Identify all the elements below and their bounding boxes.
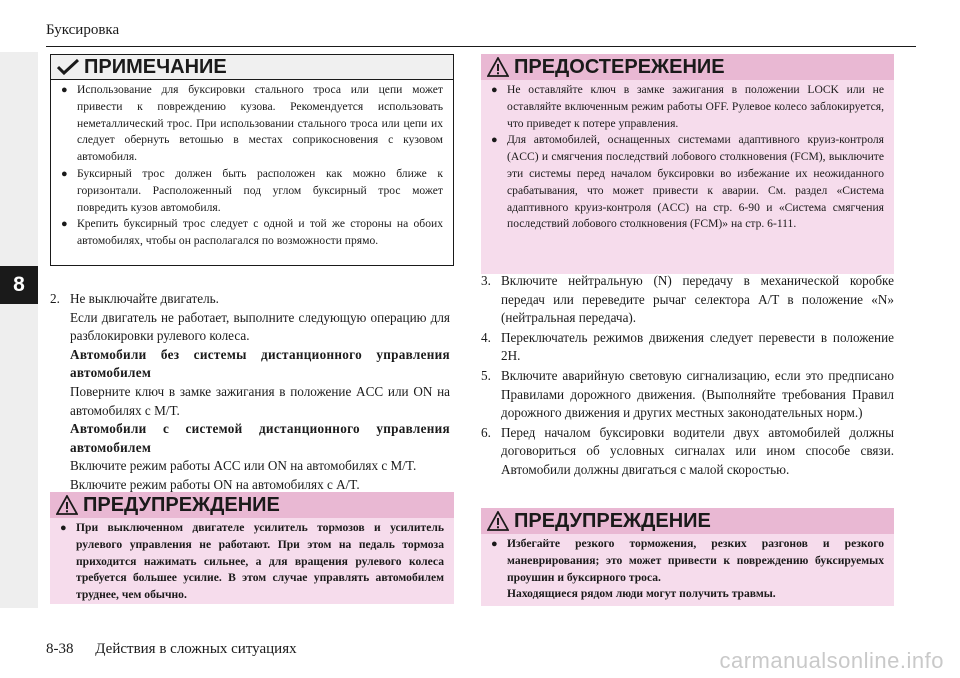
caution-item: ● Не оставляйте ключ в замке зажигания в положении LOCK или не оставляйте включенным режим работы OFF. Рулевое колесо заблокируется, что приведет к потере управления.	[491, 82, 884, 132]
section-title: Действия в сложных ситуациях	[95, 641, 297, 657]
step-title: Не выключайте двигатель.	[70, 291, 219, 306]
step-number: 6.	[481, 424, 491, 440]
note-heading: ПРИМЕЧАНИЕ	[84, 55, 227, 78]
watermark[interactable]: carmanualsonline.info	[719, 648, 944, 673]
warning-heading: ПРЕДУПРЕЖДЕНИЕ	[83, 493, 280, 516]
step-text: Включите нейтральную (N) передачу в механической коробке передач или переведите рычаг селектора A/T в положение «N» (нейтральная передача).	[501, 273, 894, 326]
note-item: ● Буксирный трос должен быть расположен как можно ближе к горизонтали. Расположенный под углом буксирный трос может повредить кузов автомобиля.	[61, 166, 443, 216]
step-text: Включите режим работы ON на автомобилях с A/T.	[70, 476, 360, 492]
step-number: 5.	[481, 367, 491, 383]
step-number: 3.	[481, 273, 491, 288]
caution-heading: ПРЕДОСТЕРЕЖЕНИЕ	[514, 55, 725, 78]
page-header-title: Буксировка	[46, 22, 120, 38]
note-item: ● Крепить буксирный трос следует с одной и той же стороны на обоих автомобилях, чтобы он располагался по возможности прямо.	[61, 216, 443, 250]
warning-box-left	[50, 492, 454, 604]
step-text: Включите режим работы ACC или ON на автомобилях с M/T.	[70, 458, 417, 474]
caution-box	[481, 54, 894, 274]
warning-item-text: Избегайте резкого торможения, резких разгонов и резкого маневрирования; это может привести к повреждению буксируемых проушин и буксирного троса.	[507, 537, 884, 584]
step-6	[481, 424, 894, 480]
warning-item-text: Находящиеся рядом люди могут получить травмы.	[507, 587, 776, 601]
warning-triangle-icon	[487, 511, 509, 531]
warning-triangle-icon	[487, 57, 509, 77]
right-steps	[481, 272, 894, 481]
page-number: 8-38	[46, 641, 74, 657]
step-4	[481, 329, 894, 366]
note-header	[51, 55, 453, 80]
page-footer	[46, 641, 297, 658]
left-steps	[50, 290, 450, 496]
step-text: Перед началом буксировки водители двух автомобилей должны договориться об условных сигналах или ином способе связи. Автомобили должны двигаться с малой скоростью.	[501, 424, 894, 477]
header-divider	[46, 46, 916, 47]
warning-item	[491, 536, 884, 603]
checkmark-icon	[57, 59, 79, 75]
step-number: 2.	[50, 291, 60, 306]
sub-heading-no-system: Автомобили без системы дистанционного управления автомобилем	[70, 346, 450, 381]
caution-header	[481, 54, 894, 80]
step-number: 4.	[481, 329, 491, 345]
step-2	[50, 290, 450, 495]
step-text: Переключатель режимов движения следует перевести в положение 2H.	[501, 329, 894, 364]
sub-heading-with-system: Автомобили с системой дистанционного управления автомобилем	[70, 421, 450, 455]
warning-box-right	[481, 508, 894, 606]
warning-header	[50, 492, 454, 518]
note-item: ● Использование для буксировки стального троса или цепи может привести к повреждению кузова. Рекомендуется использовать неметаллический трос. При использовании стального троса или цепи их следует обернуть ветошью в местах соприкосновения с кузовом автомобиля.	[61, 82, 443, 166]
note-box	[50, 54, 454, 266]
step-text: Если двигатель не работает, выполните следующую операцию для разблокировки рулевого колеса.	[70, 309, 450, 344]
step-5	[481, 367, 894, 423]
warning-item: ● При выключенном двигателе усилитель тормозов и усилитель рулевого управления не работают. При этом на педаль тормоза приходится нажимать сильнее, а для вращения рулевого колеса требуется большее усилие. В этом случае управлять автомобилем труднее, чем обычно.	[60, 520, 444, 604]
warning-header	[481, 508, 894, 534]
caution-item: ● Для автомобилей, оснащенных системами адаптивного круиз-контроля (ACC) и смягчения последствий лобового столкновения (FCM), выключите эти системы перед началом буксировки во избежание их неожиданного срабатывания, что может привести к аварии. См. раздел «Система адаптивного круиз-контроля (ACC) на стр. 6-90 и «Система смягчения последствий лобового столкновения (FCM)» на стр. 6-111.	[491, 132, 884, 233]
step-text: Включите аварийную световую сигнализацию, если это предписано Правилами дорожного движения. (Выполняйте требования Правил дорожного движения и других местных законодательных норм.)	[501, 367, 894, 421]
chapter-sidebar	[0, 52, 38, 608]
step-text: Поверните ключ в замке зажигания в положение ACC или ON на автомобилях с M/T.	[70, 383, 450, 418]
step-3	[481, 272, 894, 328]
warning-triangle-icon	[56, 495, 78, 515]
warning-heading: ПРЕДУПРЕЖДЕНИЕ	[514, 509, 711, 532]
chapter-tab[interactable]: 8	[0, 266, 38, 304]
